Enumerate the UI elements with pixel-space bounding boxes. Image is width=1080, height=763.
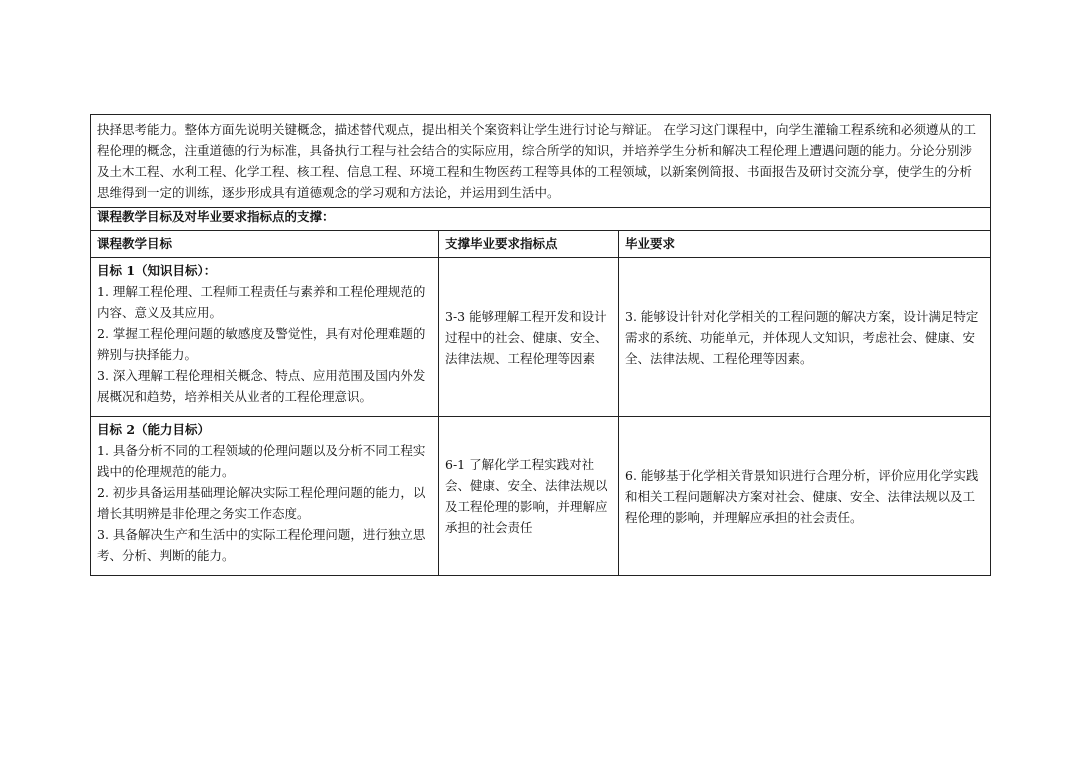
goal-item: 1. 理解工程伦理、工程师工程责任与素养和工程伦理规范的内容、意义及其应用。 xyxy=(97,284,426,320)
section-title-row xyxy=(91,208,991,231)
goal-item: 3. 具备解决生产和生活中的实际工程伦理问题，进行独立思考、分析、判断的能力。 xyxy=(97,527,426,563)
goal-cell xyxy=(91,258,439,417)
course-objectives-table xyxy=(90,114,991,576)
section-title: 课程教学目标及对毕业要求指标点的支撑： xyxy=(91,208,991,231)
goal-item: 3. 深入理解工程伦理相关概念、特点、应用范围及国内外发展概况和趋势，培养相关从业者的工程伦理意识。 xyxy=(97,368,426,404)
requirement-cell: 3. 能够设计针对化学相关的工程问题的解决方案，设计满足特定需求的系统、功能单元，并体现人文知识，考虑社会、健康、安全、法律法规、工程伦理等因素。 xyxy=(619,258,991,417)
goal-title: 目标 2（能力目标） xyxy=(97,422,211,437)
goal-item: 2. 掌握工程伦理问题的敏感度及警觉性，具有对伦理难题的辨别与抉择能力。 xyxy=(97,326,426,362)
intro-row xyxy=(91,115,991,208)
intro-text: 抉择思考能力。整体方面先说明关键概念，描述替代观点，提出相关个案资料让学生进行讨论与辩证。 在学习这门课程中，向学生灌输工程系统和必须遵从的工程伦理的概念，注重道德的行为标准，具备执行工程与社会结合的实际应用，综合所学的知识，并培养学生分析和解决工程伦理上遭遇问题的能力。分论分别涉及土木工程、水利工程、化学工程、核工程、信息工程、环境工程和生物医药工程等具体的工程领域，以新案例简报、书面报告及研讨交流分享，使学生的分析思维得到一定的训练，逐步形成具有道德观念的学习观和方法论，并运用到生活中。 xyxy=(91,115,991,208)
goal-item: 2. 初步具备运用基础理论解决实际工程伦理问题的能力，以增长其明辨是非伦理之务实工作态度。 xyxy=(97,485,426,521)
requirement-cell: 6. 能够基于化学相关背景知识进行合理分析，评价应用化学实践和相关工程问题解决方案对社会、健康、安全、法律法规以及工程伦理的影响，并理解应承担的社会责任。 xyxy=(619,417,991,576)
goal-cell xyxy=(91,417,439,576)
header-indicator: 支撑毕业要求指标点 xyxy=(439,231,619,258)
indicator-cell: 3-3 能够理解工程开发和设计过程中的社会、健康、安全、法律法规、工程伦理等因素 xyxy=(439,258,619,417)
table-row xyxy=(91,417,991,576)
table-row xyxy=(91,258,991,417)
header-requirement: 毕业要求 xyxy=(619,231,991,258)
indicator-cell: 6-1 了解化学工程实践对社会、健康、安全、法律法规以及工程伦理的影响，并理解应承担的社会责任 xyxy=(439,417,619,576)
header-goal: 课程教学目标 xyxy=(91,231,439,258)
table-header-row xyxy=(91,231,991,258)
goal-title: 目标 1（知识目标）： xyxy=(97,263,217,278)
document-page xyxy=(90,114,990,576)
goal-item: 1. 具备分析不同的工程领域的伦理问题以及分析不同工程实践中的伦理规范的能力。 xyxy=(97,443,426,479)
